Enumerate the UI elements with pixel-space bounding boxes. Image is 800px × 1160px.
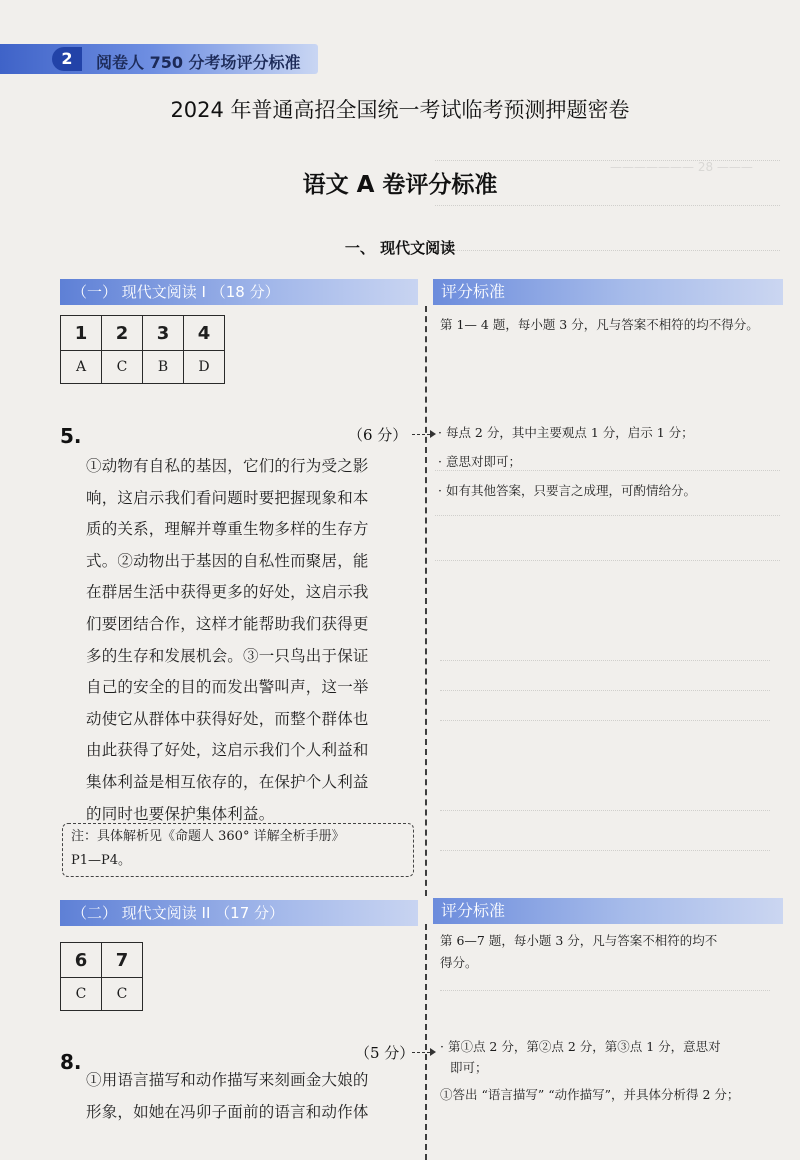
question-number-cell: 7 [102, 943, 143, 978]
answer-cell: A [61, 351, 102, 384]
question-points: （5 分） [355, 1044, 415, 1062]
q5-answer [86, 451, 414, 830]
rubric-bullet: · 每点 2 分，其中主要观点 1 分，启示 1 分； [438, 425, 694, 440]
note-line: 得分。 [440, 955, 478, 970]
part2-rubric-bar: 评分标准 [433, 898, 783, 924]
bleed-through-line [435, 560, 780, 561]
answer-cell: B [143, 351, 184, 384]
q5-rubric [438, 418, 696, 505]
answer-line: 们要团结合作，这样才能帮助我们获得更 [86, 614, 369, 633]
part2-section-bar: （二） 现代文阅读 II （17 分） [60, 900, 418, 926]
answer-line: 自己的安全的目的而发出警叫声，这一举 [86, 678, 369, 697]
bleed-through-line [440, 720, 770, 721]
answer-line: 多的生存和发展机会。③一只鸟出于保证 [86, 646, 369, 665]
note-line: 注：具体解析见《命题人 360° 详解全析手册》 [71, 829, 345, 844]
answer-line: 在群居生活中获得更多的好处，这启示我 [86, 583, 369, 602]
question-number: 5. [60, 424, 82, 448]
question-number-cell: 6 [61, 943, 102, 978]
page-number-badge: 2 [52, 47, 82, 71]
rubric-bullet: 即可； [450, 1060, 488, 1075]
rubric-bullet: · 第①点 2 分，第②点 2 分，第③点 1 分，意思对 [440, 1039, 721, 1054]
rubric-bullet: · 如有其他答案，只要言之成理，可酌情给分。 [438, 483, 696, 498]
arrow-icon [412, 434, 430, 435]
question-number-cell: 4 [184, 316, 225, 351]
answer-line: 的同时也要保护集体利益。 [86, 804, 275, 823]
bleed-through-line [440, 810, 770, 811]
rubric-bullet: · 意思对即可； [438, 454, 521, 469]
answer-line: 式。②动物出于基因的自私性而聚居，能 [86, 551, 369, 570]
question-points: （6 分） [348, 426, 408, 444]
q8-rubric [440, 1036, 785, 1105]
part2-rubric-note [440, 930, 785, 974]
part1-section-bar: （一） 现代文阅读 I （18 分） [60, 279, 418, 305]
answer-line: 质的关系，理解并尊重生物多样的生存方 [86, 520, 369, 539]
answer-cell: C [61, 978, 102, 1011]
part1-rubric-bar: 评分标准 [433, 279, 783, 305]
paper-title: 语文 A 卷评分标准 [302, 172, 498, 198]
reference-note [62, 823, 414, 877]
answer-line: 由此获得了好处，这启示我们个人利益和 [86, 741, 369, 760]
column-divider [425, 924, 427, 1160]
answer-line: ①用语言描写和动作描写来刻画金大娘的 [86, 1071, 369, 1089]
bleed-through-line [440, 660, 770, 661]
arrow-icon [412, 1052, 430, 1053]
question-number-cell: 1 [61, 316, 102, 351]
rubric-bullet: ①答出 “语言描写” “动作描写”，并具体分析得 2 分； [440, 1087, 740, 1102]
note-line: P1—P4。 [71, 853, 132, 868]
question-number-cell: 3 [143, 316, 184, 351]
answer-cell: C [102, 351, 143, 384]
bleed-through-line [440, 850, 770, 851]
part1-answer-table [60, 315, 225, 384]
answer-line: 动使它从群体中获得好处，而整个群体也 [86, 709, 369, 728]
bleed-through-line [440, 990, 770, 991]
bleed-through-line [435, 160, 780, 161]
answer-cell: D [184, 351, 225, 384]
q8-answer [86, 1065, 414, 1128]
note-line: 第 6—7 题，每小题 3 分，凡与答案不相符的均不 [440, 933, 718, 948]
answer-cell: C [102, 978, 143, 1011]
bleed-through-line [440, 690, 770, 691]
answer-line: 形象，如她在冯卯子面前的语言和动作体 [86, 1102, 369, 1121]
bleed-through-text: ——————— 28 ——— [610, 160, 753, 174]
answer-line: 集体利益是相互依存的，在保护个人利益 [86, 772, 369, 791]
question-number: 8. [60, 1050, 82, 1074]
answer-line: 响，这启示我们看问题时要把握现象和本 [86, 488, 369, 507]
bleed-through-line [435, 205, 780, 206]
answer-line: ①动物有自私的基因，它们的行为受之影 [86, 457, 369, 475]
exam-title: 2024 年普通高招全国统一考试临考预测押题密卷 [170, 98, 630, 122]
column-divider [425, 306, 427, 896]
part1-rubric-note: 第 1— 4 题，每小题 3 分，凡与答案不相符的均不得分。 [440, 317, 759, 332]
question-number-cell: 2 [102, 316, 143, 351]
header-title: 阅卷人 750 分考场评分标准 [96, 53, 301, 72]
bleed-through-line [435, 515, 780, 516]
section-title: 一、 现代文阅读 [344, 239, 456, 257]
part2-answer-table [60, 942, 143, 1011]
